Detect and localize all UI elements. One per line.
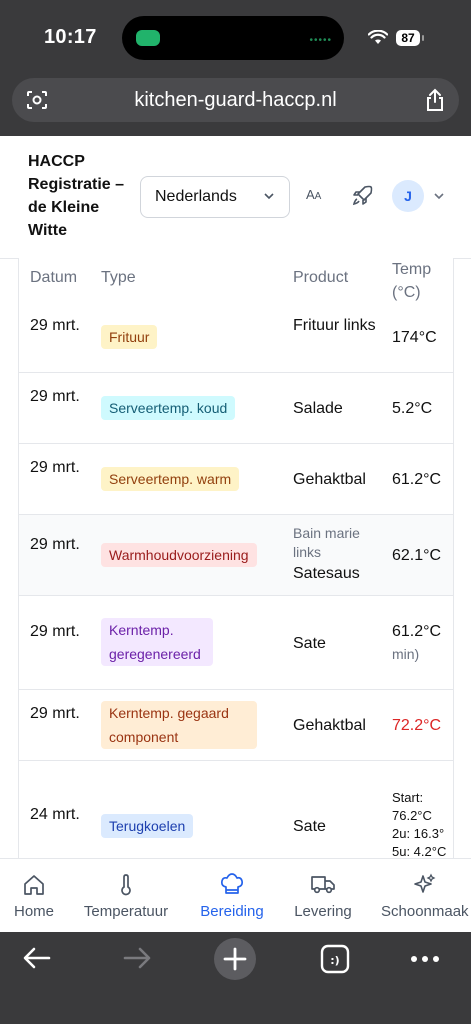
table-row[interactable] [19, 373, 453, 444]
type-badge: Serveertemp. koud [101, 396, 235, 420]
chevron-down-icon [263, 190, 275, 202]
cooling-start-value: 76.2°C [392, 808, 432, 823]
nav-home[interactable] [0, 859, 68, 932]
row-product: Sate [293, 635, 326, 652]
row-temp-cell [392, 620, 441, 666]
column-header-type: Type [101, 269, 136, 286]
bottom-nav [0, 858, 471, 932]
table-row[interactable] [19, 444, 453, 515]
live-activity-icon [136, 30, 160, 46]
row-product: Gehaktbal [293, 717, 366, 734]
column-header-product: Product [293, 269, 349, 286]
row-product: Satesaus [293, 565, 360, 582]
row-date: 29 mrt. [30, 536, 80, 553]
activity-dots: ••••• [309, 35, 332, 46]
chevron-down-icon[interactable] [433, 190, 445, 202]
row-temp: 174°C [392, 329, 437, 346]
row-date: 29 mrt. [30, 459, 80, 476]
nav-temperatuur-label: Temperatuur [83, 903, 169, 920]
truck-icon [310, 873, 336, 895]
column-header-temp: Temp (°C) [392, 261, 432, 301]
status-bar [0, 0, 471, 72]
table-header [19, 258, 453, 303]
rocket-icon[interactable] [351, 183, 375, 207]
table-row[interactable] [19, 596, 453, 690]
table-row[interactable] [19, 515, 453, 596]
nav-bereiding-label: Bereiding [200, 903, 264, 920]
nav-bereiding[interactable] [186, 859, 278, 932]
back-arrow-icon[interactable] [22, 946, 52, 970]
sparkles-icon [413, 873, 437, 897]
plus-icon [214, 938, 256, 980]
row-date: 24 mrt. [30, 806, 80, 823]
battery-icon: 87 [396, 30, 420, 46]
cooling-5h-value: 5u: 4.2°C [392, 844, 447, 858]
home-icon [22, 873, 46, 897]
cooling-start-label: Start: [392, 790, 424, 805]
type-badge: Terugkoelen [101, 814, 193, 838]
browser-toolbar [0, 932, 471, 1024]
nav-home-label: Home [13, 903, 54, 920]
row-temp-alert: 72.2°C [392, 717, 442, 734]
avatar[interactable]: J [392, 180, 424, 212]
tabs-icon[interactable] [320, 944, 350, 974]
row-temp: 61.2°C [392, 623, 442, 640]
row-date: 29 mrt. [30, 388, 80, 405]
cooling-2h-value: 2u: 16.3° [392, 826, 445, 841]
language-select[interactable] [140, 176, 290, 218]
nav-schoonmaak-label: Schoonmaak [381, 903, 469, 920]
url-text[interactable]: kitchen-guard-haccp.nl [134, 89, 337, 111]
row-product-cell [293, 524, 383, 585]
nav-levering[interactable] [286, 859, 360, 932]
row-product: Gehaktbal [293, 471, 366, 488]
web-page [0, 136, 471, 932]
row-date: 29 mrt. [30, 705, 80, 722]
nav-schoonmaak[interactable] [378, 859, 471, 932]
type-badge: Serveertemp. warm [101, 467, 239, 491]
nav-levering-label: Levering [294, 903, 352, 920]
type-badge: Frituur [101, 325, 157, 349]
status-time: 10:17 [44, 26, 97, 48]
type-badge: Kerntemp. geregenereerd [101, 618, 213, 666]
row-temp-note: min) [392, 646, 420, 662]
chef-hat-icon [219, 873, 245, 897]
row-temp: 61.2°C [392, 471, 442, 488]
nav-temperatuur[interactable] [78, 859, 174, 932]
page-title: HACCP Registratie – de Kleine Witte [28, 153, 125, 239]
row-product: Sate [293, 818, 326, 835]
type-badge: Kerntemp. gegaard component [101, 701, 257, 749]
share-icon[interactable] [425, 88, 445, 112]
more-icon[interactable] [410, 954, 440, 964]
registrations-table [18, 258, 454, 858]
table-row[interactable] [19, 302, 453, 373]
new-tab-button[interactable] [214, 938, 256, 980]
app-header [0, 136, 471, 259]
column-header-date: Datum [30, 269, 78, 286]
address-bar[interactable] [12, 78, 459, 122]
dynamic-island [122, 16, 344, 60]
type-badge: Warmhoudvoorziening [101, 543, 257, 567]
thermometer-icon [114, 873, 138, 897]
forward-arrow-icon[interactable] [122, 946, 152, 970]
wifi-icon [368, 30, 388, 46]
row-product: Frituur links [293, 317, 376, 334]
table-row[interactable] [19, 690, 453, 761]
row-temp: 5.2°C [392, 400, 433, 417]
row-product-location: Bain marie links [293, 525, 360, 560]
svg-text::): :) [330, 954, 340, 967]
table-row[interactable] [19, 761, 453, 858]
text-size-icon[interactable]: AA [306, 187, 322, 202]
row-date: 29 mrt. [30, 623, 80, 640]
row-temp-cell [392, 789, 450, 858]
row-date: 29 mrt. [30, 317, 80, 334]
row-temp: 62.1°C [392, 547, 442, 564]
row-product: Salade [293, 400, 343, 417]
language-select-value: Nederlands [155, 188, 237, 205]
